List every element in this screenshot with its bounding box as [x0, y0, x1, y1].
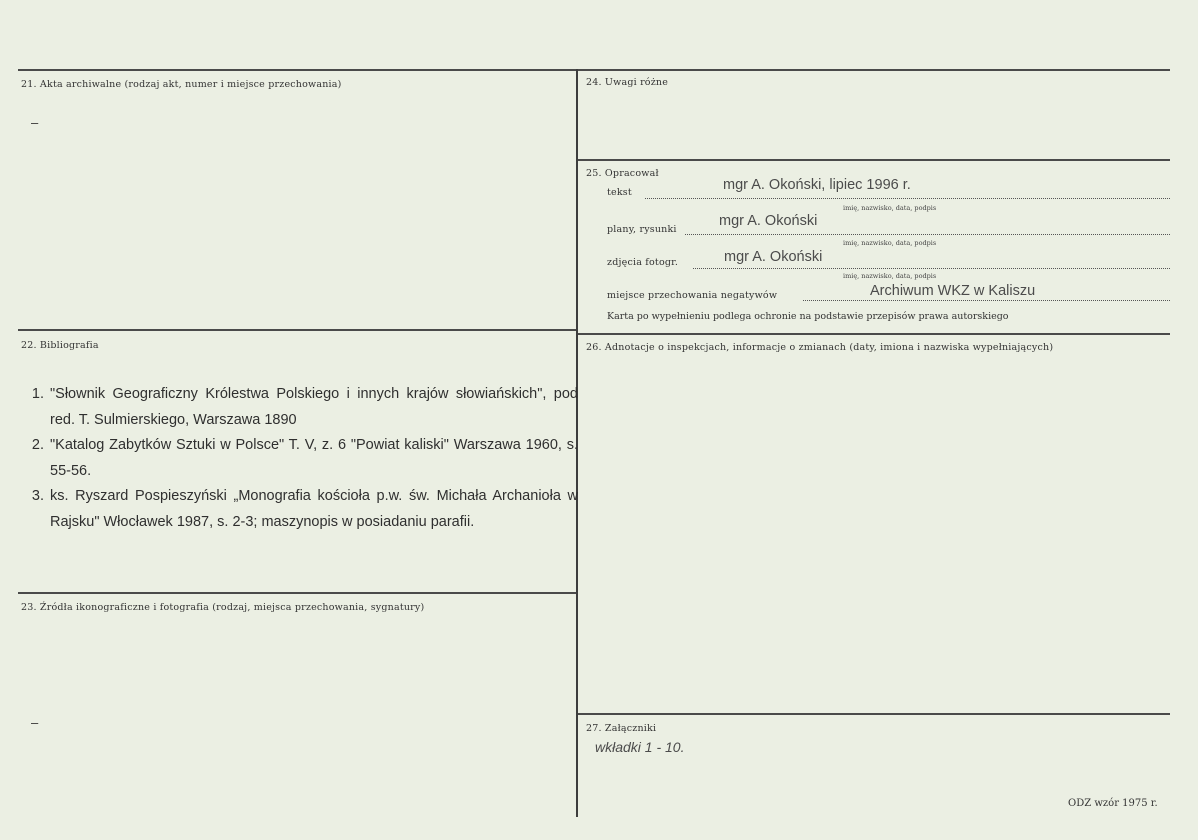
rule-22-23 [18, 592, 576, 594]
bibliography-item: 1. "Słownik Geograficzny Królestwa Polskiego i innych krajów słowiańskich", pod red. T. Sulmierskiego, Warszawa 1890 [48, 382, 578, 433]
field-21-label: 21. Akta archiwalne (rodzaj akt, numer i miejsce przechowania) [21, 79, 342, 90]
field-27-label: 27. Załączniki [586, 723, 657, 734]
field-21-value: – [31, 115, 39, 130]
field-23-value: – [31, 715, 39, 730]
photos-author-value: mgr A. Okoński [724, 249, 823, 265]
top-rule [18, 69, 1170, 71]
photos-author-caption: imię, nazwisko, data, podpis [843, 272, 937, 280]
form-code: ODZ wzór 1975 r. [1068, 798, 1158, 809]
field-23-label: 23. Źródła ikonograficzne i fotografia (rodzaj, miejsca przechowania, sygnatury) [21, 602, 425, 613]
bibliography-list [30, 382, 578, 535]
plans-author-label: plany, rysunki [607, 224, 677, 235]
text-author-value: mgr A. Okoński, lipiec 1996 r. [723, 177, 911, 193]
photos-author-label: zdjęcia fotogr. [607, 257, 679, 268]
plans-author-line [685, 234, 1170, 235]
copyright-note: Karta po wypełnieniu podlega ochronie na podstawie przepisów prawa autorskiego [607, 311, 1009, 322]
rule-26-27 [578, 713, 1170, 715]
text-author-label: tekst [607, 187, 632, 198]
bibliography-item: 2. "Katalog Zabytków Sztuki w Polsce" T. V, z. 6 "Powiat kaliski" Warszawa 1960, s. 55-56. [48, 433, 578, 484]
bibliography-item: 3. ks. Ryszard Pospieszyński „Monografia kościoła p.w. św. Michała Archanioła w Rajsku" Włocławek 1987, s. 2-3; maszynopis w posiadaniu parafii. [48, 484, 578, 535]
field-24-label: 24. Uwagi różne [586, 77, 669, 88]
negatives-location-line [803, 300, 1170, 301]
plans-author-value: mgr A. Okoński [719, 213, 818, 229]
text-author-caption: imię, nazwisko, data, podpis [843, 204, 937, 212]
plans-author-caption: imię, nazwisko, data, podpis [843, 239, 937, 247]
photos-author-line [693, 268, 1170, 269]
rule-25-26 [578, 333, 1170, 335]
rule-21-22 [18, 329, 576, 331]
field-26-label: 26. Adnotacje o inspekcjach, informacje o zmianach (daty, imiona i nazwiska wypełniających) [586, 342, 1054, 353]
negatives-location-value: Archiwum WKZ w Kaliszu [870, 283, 1036, 299]
field-25-label: 25. Opracował [586, 168, 659, 179]
negatives-location-label: miejsce przechowania negatywów [607, 290, 778, 301]
field-22-label: 22. Bibliografia [21, 340, 99, 351]
rule-24-25 [578, 159, 1170, 161]
field-27-value: wkładki 1 - 10. [595, 739, 685, 755]
text-author-line [645, 198, 1170, 199]
